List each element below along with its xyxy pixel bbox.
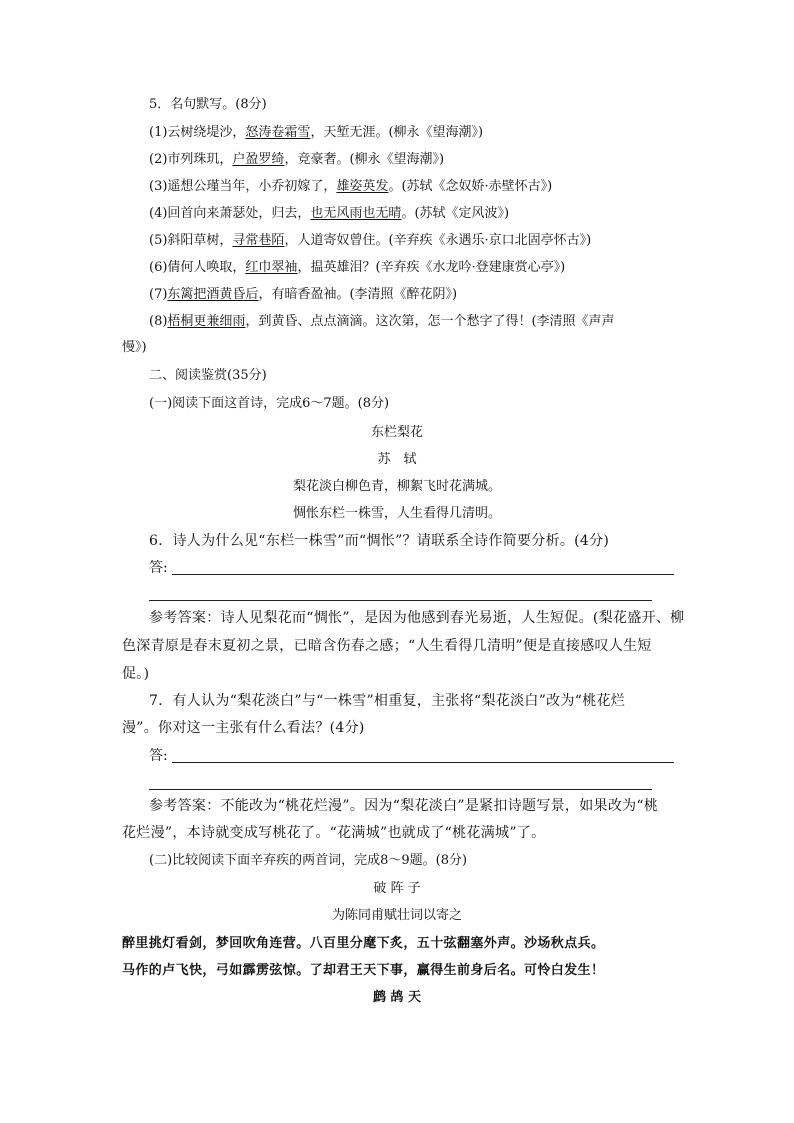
item-answer: 雄姿英发 (336, 179, 389, 194)
item-source: 。(苏轼《念奴娇·赤壁怀古》) (388, 179, 553, 194)
item-answer: 寻常巷陌 (232, 233, 285, 248)
q5-item-8 (149, 313, 615, 331)
q6-reference-answer-3: 促。) (122, 666, 150, 682)
q6-reference-answer-2: 色深青原是春末夏初之景，已暗含伤春之感；“人生看得几清明”便是直接感叹人生短 (122, 638, 652, 654)
item-answer: 东篱把酒黄昏后 (167, 287, 259, 302)
item-source: ，竞豪奢。(柳永《望海潮》) (284, 152, 445, 167)
part2-intro: (二)比较阅读下面辛弃疾的两首词，完成8～9题。(8分) (149, 853, 468, 868)
item-answer: 红巾翠袖 (245, 260, 298, 275)
q5-heading: 5．名句默写。(8分) (149, 97, 267, 112)
item-source: ，有暗香盈袖。(李清照《醉花阴》) (258, 287, 458, 302)
q7-question-1: 7．有人认为“梨花淡白”与“一株雪”相重复，主张将“梨花淡白”改为“桃花烂 (149, 693, 626, 709)
item-answer: 也无风雨也无晴 (310, 206, 402, 221)
q7-answer-label: 答: (149, 748, 168, 764)
q6-answer-line-2[interactable] (149, 600, 652, 601)
q6-question: 6．诗人为什么见“东栏一株雪”而“惆怅”？请联系全诗作简要分析。(4分) (149, 533, 610, 549)
item-text: (2)市列珠玑， (149, 152, 233, 167)
poem-author: 苏 轼 (377, 452, 417, 467)
poem-line-1: 梨花淡白柳色青，柳絮飞时花满城。 (292, 479, 501, 494)
q6-reference-answer-1: 参考答案：诗人见梨花而“惆怅”，是因为他感到春光易逝，人生短促。(梨花盛开、柳 (149, 610, 685, 626)
item-source: 。(苏轼《定风波》) (401, 206, 510, 221)
item-source: ，揾英雄泪？(辛弃疾《水龙吟·登建康赏心亭》) (297, 260, 566, 275)
item-text: (5)斜阳草树， (149, 233, 233, 248)
item-answer: 怒涛卷霜雪 (245, 125, 311, 140)
q7-answer-line-2[interactable] (149, 789, 652, 790)
ci1-line-1: 醉里挑灯看剑，梦回吹角连营。八百里分麾下炙，五十弦翻塞外声。沙场秋点兵。 (122, 936, 605, 951)
item-text: (7) (149, 287, 168, 302)
q5-item-4 (149, 205, 509, 223)
q7-answer-line-1[interactable] (172, 762, 674, 763)
item-answer: 梧桐更兼细雨 (167, 314, 246, 329)
item-text: (3)遥想公瑾当年，小乔初嫁了， (149, 179, 337, 194)
poem-line-2: 惆怅东栏一株雪，人生看得几清明。 (292, 506, 501, 521)
ci2-title: 鹧 鸪 天 (372, 990, 422, 1005)
q7-question-2: 漫”。你对这一主张有什么看法？(4分) (122, 720, 365, 736)
q5-item-3 (149, 178, 552, 196)
q5-item-8-continuation: 慢》) (122, 340, 147, 355)
section2-heading: 二、阅读鉴赏(35分) (149, 368, 267, 383)
q7-reference-answer-1: 参考答案：不能改为“桃花烂漫”。因为“梨花淡白”是紧扣诗题写景，如果改为“桃 (149, 798, 659, 814)
ci1-subtitle: 为陈同甫赋壮词以寄之 (331, 908, 462, 923)
part1-intro: (一)阅读下面这首诗，完成6～7题。(8分) (149, 396, 390, 411)
q5-item-5 (149, 232, 591, 250)
q5-item-2 (149, 151, 444, 169)
q5-item-7 (149, 286, 457, 304)
item-text: (1)云树绕堤沙， (149, 125, 246, 140)
item-source: ，到黄昏、点点滴滴。这次第，怎一个愁字了得！(李清照《声声 (245, 314, 615, 329)
ci1-line-2: 马作的卢飞快，弓如霹雳弦惊。了却君王天下事，赢得生前身后名。可怜白发生！ (122, 963, 605, 978)
q6-answer-label: 答: (149, 560, 168, 576)
item-text: (4)回首向来萧瑟处，归去， (149, 206, 311, 221)
q5-item-1 (149, 124, 483, 142)
q5-item-6 (149, 259, 565, 277)
poem-title: 东栏梨花 (370, 425, 423, 440)
item-text: (8) (149, 314, 168, 329)
item-text: (6)倩何人唤取， (149, 260, 246, 275)
item-answer: 户盈罗绮 (232, 152, 285, 167)
item-source: ，人道寄奴曾住。(辛弃疾《永遇乐·京口北固亭怀古》) (284, 233, 592, 248)
item-source: ，天堑无涯。(柳永《望海潮》) (310, 125, 484, 140)
q7-reference-answer-2: 花烂漫”，本诗就变成写桃花了。“花满城”也就成了“桃花满城”了。 (122, 825, 546, 841)
ci1-title: 破 阵 子 (373, 881, 421, 896)
q6-answer-line-1[interactable] (172, 574, 674, 575)
